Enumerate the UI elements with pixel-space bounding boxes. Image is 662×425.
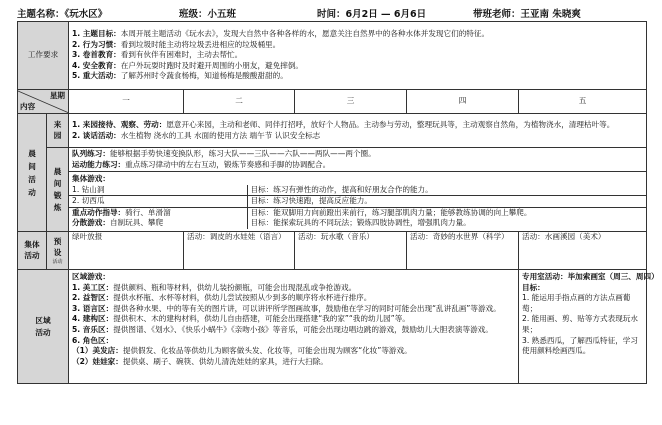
arrival-label [47,114,69,148]
collective-wed: 活动：玩水歌（音乐） [295,232,407,270]
collective-row [18,232,647,270]
special-goal-2: 2. 能用画、剪、贴等方式表现玩水果； [522,314,638,334]
exercise-row-top [18,148,647,172]
game-1-goal: 目标：练习有弹性的动作，提高和好朋友合作的能力。 [247,185,646,196]
area-1-title: 1. 美工区： [72,282,114,292]
class-value: 小五班 [207,9,237,20]
focus-title: 重点动作指导： [72,207,126,217]
time-field [317,6,426,20]
area-2-text: 提供水杯瓶、水杯等材料，供幼儿尝试按照从少到多的顺序将水杯进行排序。 [113,293,372,303]
area-games [69,270,519,384]
teacher-value: 王亚南 朱晓爽 [520,9,581,20]
time-label: 时间： [317,9,346,20]
teacher-field [473,6,581,20]
area-6-title: 6. 角色区： [72,335,114,345]
plan-header [17,6,648,19]
game-2-name: 2. 切西瓜 [69,196,247,208]
work-req-4-text: 在户外玩耍时跑时及时避开周围的小朋友，避免摔倒。 [120,60,304,70]
weekday-corner [18,90,69,114]
daily-activity-label [18,114,47,232]
work-requirements-row [18,22,647,90]
arrival-row [18,114,647,148]
class-field [179,6,236,20]
daily-label-text: 晨间活动 [28,148,36,197]
day-tue: 二 [184,90,295,114]
queue-title: 队列练习： [72,148,110,158]
special-room-goal-label: 目标： [522,282,545,292]
area-5-title: 5. 音乐区： [72,324,114,334]
focus-text: 骑行、单滑溜 [125,207,171,217]
time-value: 6月2日 — 6月6日 [345,9,427,20]
area-4-text: 提供积木、木的建构材料，供幼儿自由搭建，可能会出现搭建“我的家”“我的幼儿园”等。 [113,314,410,324]
theme-field [17,6,107,20]
collective-sub-label-text: 预设 [53,237,62,258]
special-room [519,270,659,384]
area-3-title: 3. 语言区： [72,303,114,313]
day-fri: 五 [519,90,647,114]
weekday-corner-top: 星期 [49,90,65,100]
area-6a-text: 提供假发、化妆品等供幼儿为顾客做头发、化妆等，可能会出现为顾客“化妆”等游戏。 [122,346,412,356]
areas-label-text: 区域活动 [35,315,51,337]
special-goal-1: 1. 能运用手指点画的方法点画葡萄； [522,293,631,313]
arrival-line-1-text: 愿意开心来园，主动和老师、同伴打招呼，放好个人物品。主动参与劳动，整理玩具等，主动观察自然角，为植物浇水，清理枯叶等。 [166,119,615,129]
focus-drill [69,207,247,218]
work-req-label: 工作要求 [18,22,69,90]
work-req-3-text: 看到有伙伴有困难时，主动去帮忙。 [120,50,243,60]
work-req-1-text: 本周开展主题活动《玩水去》，发现大自然中各种各样的水，愿意关注自然界中的各种水体并发现它们的特征。 [120,29,490,39]
weekday-corner-bottom: 内容 [20,101,36,111]
area-games-title: 区域游戏： [72,272,110,281]
plan-table [17,21,659,384]
area-4-title: 4. 建构区： [72,314,114,324]
arrival-line-1-title: 1. 来园接待、观察、劳动： [72,119,167,129]
work-req-5-title: 5. 重大活动： [72,71,121,81]
exercise-games [69,172,647,232]
game-1-name: 1. 钻山洞 [69,185,247,196]
group-game-title: 集体游戏： [72,174,110,184]
focus-goal: 目标：能双脚用力向前蹬出来前行，练习腿部肌肉力量；能够教练协调的向上攀爬。 [250,207,532,217]
work-req-2-text: 看到垃圾时能主动将垃圾丢进相应的垃圾桶里。 [120,39,281,49]
arrival-label-text: 来园 [53,120,62,141]
class-label: 班级： [179,9,208,20]
collective-tue: 活动：调皮的水娃娃（语言） [184,232,295,270]
collective-thu: 活动：奇妙的水世界（科学） [407,232,519,270]
special-room-name: 毕加索画室（周三、周四） [567,272,659,281]
area-5-text: 提供图谱、《划水》、《快乐小蜗牛》《亲吻小孩》等音乐，可能会出现边唱边跳的游戏，鼓励幼儿大胆表演等游戏。 [113,324,493,334]
day-wed: 三 [295,90,407,114]
collective-fri: 活动：水画溪园（美术） [519,232,647,270]
free-play-goal: 目标：能探索玩具的不同玩法；锻炼四肢协调性，增强肌肉力量。 [250,218,471,228]
game-2-goal: 目标：练习快速跑，提高反应能力。 [247,196,646,208]
collective-sub-label-small: 活动 [52,258,63,265]
work-req-content [69,22,647,90]
area-6b-title: （2）娃娃家： [72,356,123,366]
area-6b-text: 提供桌、刷子、碗筷、供幼儿清洗娃娃的家具，进行大扫除。 [122,356,328,366]
areas-label [18,270,69,384]
special-room-title: 专用室活动： [522,272,568,281]
arrival-content [69,114,647,148]
day-mon: 一 [69,90,184,114]
day-thu: 四 [407,90,519,114]
exercise-row-bottom [18,172,647,232]
area-6a-title: （1）美发店： [72,346,123,356]
exercise-label-text: 晨间锻炼 [53,166,62,212]
free-play-text: 自制玩具、攀爬 [109,218,164,228]
arrival-line-2-text: 水生植物 浇水的工具 水面的使用方法 端午节 认识安全标志 [120,130,321,140]
teacher-label: 带班老师： [473,9,521,20]
skill-text: 重点练习律动中的左右互动，锻炼节奏感和手脚的协调配合。 [125,159,331,169]
theme-label: 主题名称： [17,9,65,20]
collective-sub-label [47,232,69,270]
work-req-2-title: 2. 行为习惯： [72,39,121,49]
exercise-label [47,148,69,232]
area-2-title: 2. 益智区： [72,293,114,303]
collective-mon: 绿叶放报 [69,232,184,270]
free-play-title: 分散游戏： [72,218,110,228]
work-req-5-text: 了解苏州时令蔬食杨梅，知道杨梅是酸酸甜甜的。 [120,71,288,81]
area-1-text: 提供颜料、瓶和等材料，供幼儿装扮颜瓶，可能会出现混乱或争抢游戏。 [113,282,357,292]
arrival-line-2-title: 2. 谈话活动： [72,130,121,140]
work-req-3-title: 3. 卷首教育： [72,50,121,60]
skill-title: 运动能力练习： [72,159,126,169]
areas-row [18,270,647,384]
collective-label [18,232,47,270]
area-3-text: 提供各种水果、中的等有关的图片讲，可以讲评所学图画故事，鼓励他在学习的同时可能会出现“乱讲乱画”等游戏。 [113,303,501,313]
collective-label-text: 集体活动 [24,240,40,261]
queue-text: 能够根据手势快速变换队形，练习大队——三队——六队——两队——两个圈。 [109,148,376,158]
exercise-drills [69,148,647,172]
weekday-row [18,90,647,114]
theme-value: 《玩水区》 [64,9,108,20]
free-play [69,218,247,229]
work-req-4-title: 4. 安全教育： [72,60,121,70]
work-req-1-title: 1. 主题目标： [72,29,121,39]
special-goal-3: 3. 熟悉西瓜，了解西瓜特征，学习使用颜料绘画西瓜。 [522,335,638,356]
